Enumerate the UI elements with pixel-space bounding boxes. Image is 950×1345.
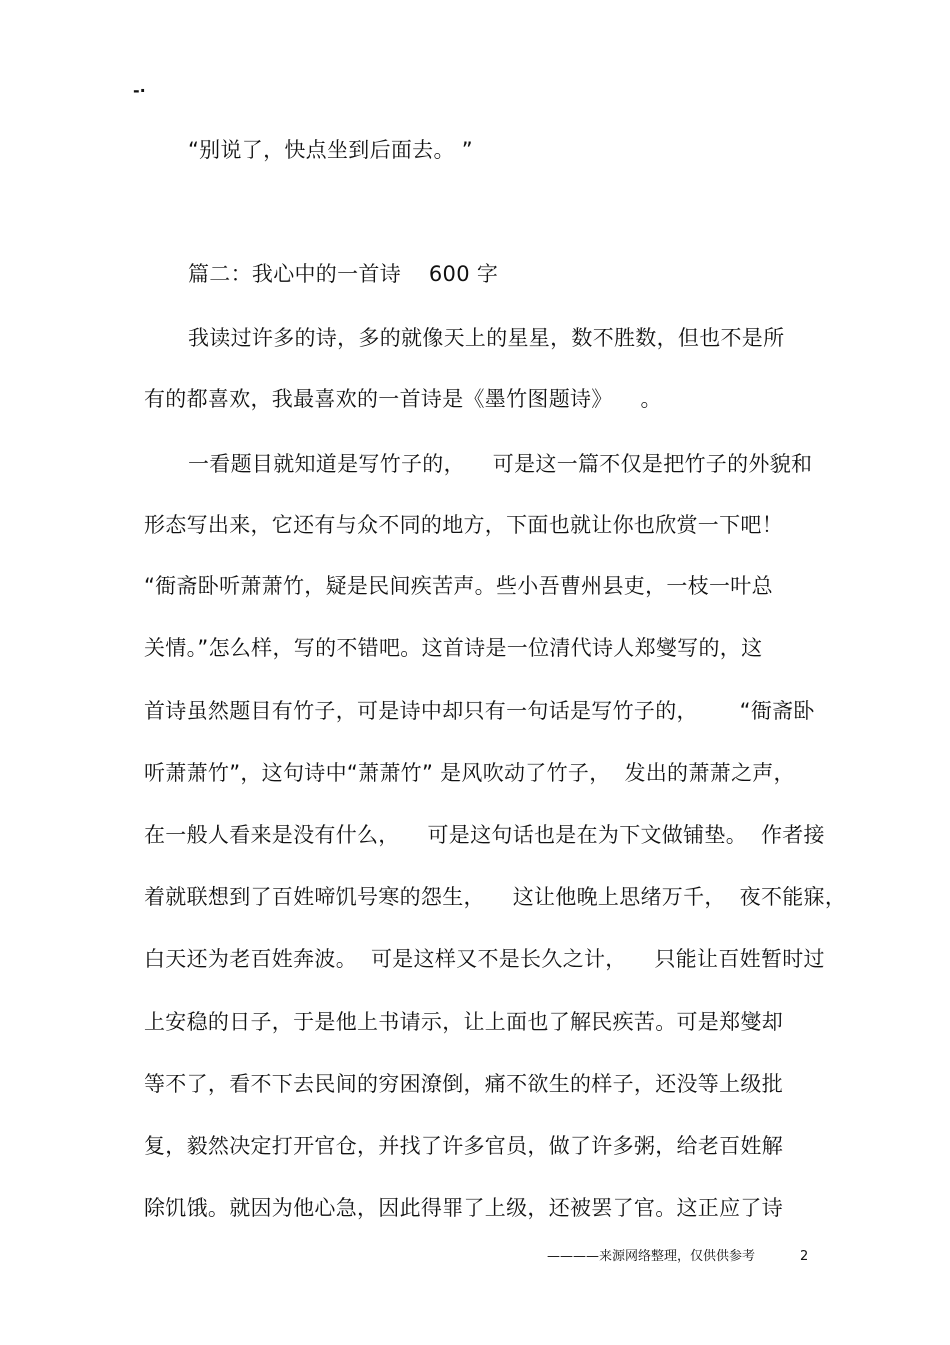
paragraph-line: 关情。”怎么样，写的不错吧。这首诗是一位清代诗人郑燮写的，这: [144, 636, 763, 660]
footer-source-note: ————来源网络整理，仅供供参考: [547, 1249, 756, 1264]
paragraph-line: “衙斋卧听萧萧竹，疑是民间疾苦声。些小吾曹州县吏，一枝一叶总: [144, 574, 773, 598]
page-number: 2: [800, 1249, 809, 1264]
paragraph-line: 白天还为老百姓奔波。 可是这样又不是长久之计， 只能让百姓暂时过: [144, 947, 825, 971]
paragraph-line: 在一般人看来是没有什么， 可是这句话也是在为下文做铺垫。 作者接: [144, 823, 825, 847]
paragraph-line: 形态写出来，它还有与众不同的地方，下面也就让你也欣赏一下吧！: [144, 513, 783, 537]
paragraph-line: 首诗虽然题目有竹子，可是诗中却只有一句话是写竹子的， “衙斋卧: [144, 699, 815, 723]
paragraph-line: 等不了，看不下去民间的穷困潦倒，痛不欲生的样子，还没等上级批: [144, 1072, 783, 1096]
paragraph-line: 上安稳的日子，于是他上书请示，让上面也了解民疾苦。可是郑燮却: [144, 1010, 783, 1034]
header-mark: -·: [133, 81, 146, 100]
paragraph-line: 着就联想到了百姓啼饥号寒的怨生， 这让他晚上思绪万千， 夜不能寐，: [144, 885, 847, 909]
paragraph-line: 我读过许多的诗，多的就像天上的星星，数不胜数，但也不是所: [188, 326, 785, 350]
paragraph-line: 有的都喜欢，我最喜欢的一首诗是《墨竹图题诗》 。: [144, 387, 662, 411]
paragraph-line: “别说了，快点坐到后面去。 ”: [188, 138, 473, 162]
section-heading: 篇二：我心中的一首诗 600 字: [188, 262, 499, 286]
paragraph-line: 除饥饿。就因为他心急，因此得罪了上级，还被罢了官。这正应了诗: [144, 1196, 783, 1220]
paragraph-line: 听萧萧竹”，这句诗中“萧萧竹” 是风吹动了竹子， 发出的萧萧之声，: [144, 761, 795, 785]
paragraph-line: 一看题目就知道是写竹子的， 可是这一篇不仅是把竹子的外貌和: [188, 452, 813, 476]
paragraph-line: 复，毅然决定打开官仓，并找了许多官员，做了许多粥，给老百姓解: [144, 1134, 783, 1158]
